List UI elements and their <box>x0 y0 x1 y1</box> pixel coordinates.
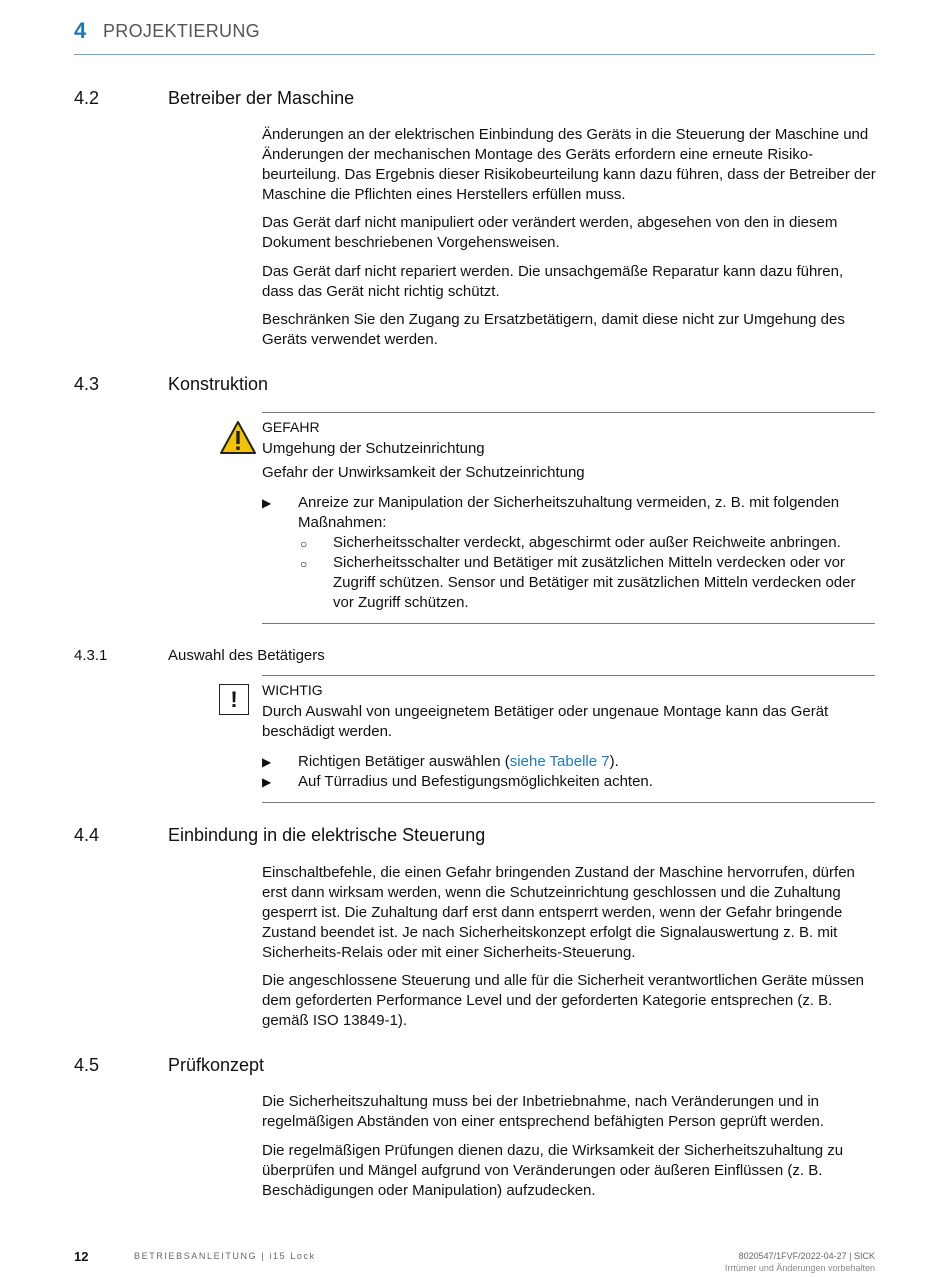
paragraph: Die angeschlossene Steuerung und alle für die Sicherheit verantwortlichen Geräte müssen dem geforderten Performance Level und der geforderten Kategorie entsprechen (z. B. gemäß ISO 13849-1). <box>262 972 865 1029</box>
bullet-arrow-icon: ▶ <box>262 755 272 769</box>
notice-text: Durch Auswahl von ungeeignetem Betätiger oder ungenaue Montage kann das Gerät beschädigt werden. <box>262 703 829 740</box>
section-number: 4.4 <box>74 825 100 845</box>
section-title: Betreiber der Maschine <box>168 88 355 108</box>
section-title: Einbindung in die elektrische Steuerung <box>168 825 486 845</box>
paragraph: Die Sicherheitszuhaltung muss bei der Inbetriebnahme, nach Veränderungen und in regelmäßigen Abständen von einer entsprechend befähigten Person geprüft werden. <box>262 1093 825 1130</box>
section-number: 4.2 <box>74 88 100 108</box>
page-number: 12 <box>74 1249 89 1264</box>
hazard-subject: Umgehung der Schutzeinrichtung <box>262 440 485 457</box>
warning-triangle-icon <box>219 420 257 456</box>
list-item: Richtigen Betätiger auswählen (siehe Tabelle 7). <box>298 753 619 770</box>
subsection-number: 4.3.1 <box>74 647 108 664</box>
chapter-title: PROJEKTIERUNG <box>103 21 260 41</box>
paragraph: Einschaltbefehle, die einen Gefahr bringenden Zustand der Maschine hervorrufen, dürfen erst dann wirksam werden, wenn die Schutzeinrichtung geschlossen und die Zuhaltung gesperrt ist. Die Zuhaltung darf erst dann entsperrt werden, wenn der Gefahr bringende Zustand beendet ist. Je nach Sicherheitskonzept erfolgt die Signalauswertung z. B. mit Sicherheits-Relais oder mit einer Sicherheits-Steuerung. <box>262 864 855 961</box>
bullet-circle-icon: ○ <box>300 537 308 551</box>
page-header <box>74 16 875 55</box>
document-code: 8020547/1FVF/2022-04-27 | SICK <box>738 1251 875 1261</box>
section-title: Prüfkonzept <box>168 1055 265 1075</box>
sub-list-item: Sicherheitsschalter und Betätiger mit zusätzlichen Mitteln verdecken oder vor Zugriff schützen. Sensor und Betätiger mit zusätzlichen Mitteln verdecken oder vor Zugriff schützen. <box>333 554 856 611</box>
divider <box>262 623 875 624</box>
section-number: 4.3 <box>74 374 100 394</box>
divider <box>262 675 875 676</box>
signal-word-danger: GEFAHR <box>262 419 320 435</box>
bullet-arrow-icon: ▶ <box>262 496 272 510</box>
paragraph: Die regelmäßigen Prüfungen dienen dazu, die Wirksamkeit der Sicherheitszuhaltung zu überprüfen und Mängel aufgrund von Veränderungen oder äußeren Einflüssen (z. B. Beschädigungen oder Manipulation) aufzudecken. <box>262 1142 844 1199</box>
bullet-arrow-icon: ▶ <box>262 775 272 789</box>
table-reference-link[interactable]: siehe Tabelle 7 <box>509 753 610 770</box>
important-notice-icon: ! <box>219 684 249 715</box>
chapter-number: 4 <box>74 18 87 43</box>
list-item: Auf Türradius und Befestigungsmöglichkeiten achten. <box>298 773 653 790</box>
divider <box>262 802 875 803</box>
paragraph: Das Gerät darf nicht manipuliert oder verändert werden, abgesehen von den in diesem Dokument beschriebenen Vorgehensweisen. <box>262 214 838 251</box>
paragraph: Änderungen an der elektrischen Einbindung des Geräts in die Steuerung der Maschine und Änderungen der mechanischen Montage des Geräts erfordern eine erneute Risikobeurteilung. Das Ergebnis dieser Risikobeurteilung kann dazu führen, dass der Betreiber der Maschine die Pflichten eines Herstellers erfüllen muss. <box>262 126 876 203</box>
section-title: Konstruktion <box>168 374 269 394</box>
document-title: BETRIEBSANLEITUNG | i15 Lock <box>134 1251 316 1261</box>
list-item: Anreize zur Manipulation der Sicherheitszuhaltung vermeiden, z. B. mit folgenden Maßnahmen: <box>298 494 840 531</box>
disclaimer: Irrtümer und Änderungen vorbehalten <box>724 1263 875 1273</box>
divider <box>262 412 875 413</box>
hazard-consequence: Gefahr der Unwirksamkeit der Schutzeinrichtung <box>262 464 585 481</box>
section-number: 4.5 <box>74 1055 100 1075</box>
paragraph: Beschränken Sie den Zugang zu Ersatzbetätigern, damit diese nicht zur Umgehung des Geräts verwendet werden. <box>262 311 845 348</box>
paragraph: Das Gerät darf nicht repariert werden. Die unsachgemäße Reparatur kann dazu führen, dass das Gerät nicht richtig schützt. <box>262 263 844 300</box>
subsection-title: Auswahl des Betätigers <box>168 647 325 664</box>
bullet-circle-icon: ○ <box>300 557 308 571</box>
sub-list-item: Sicherheitsschalter verdeckt, abgeschirmt oder außer Reichweite anbringen. <box>333 534 841 551</box>
signal-word-important: WICHTIG <box>262 682 323 698</box>
